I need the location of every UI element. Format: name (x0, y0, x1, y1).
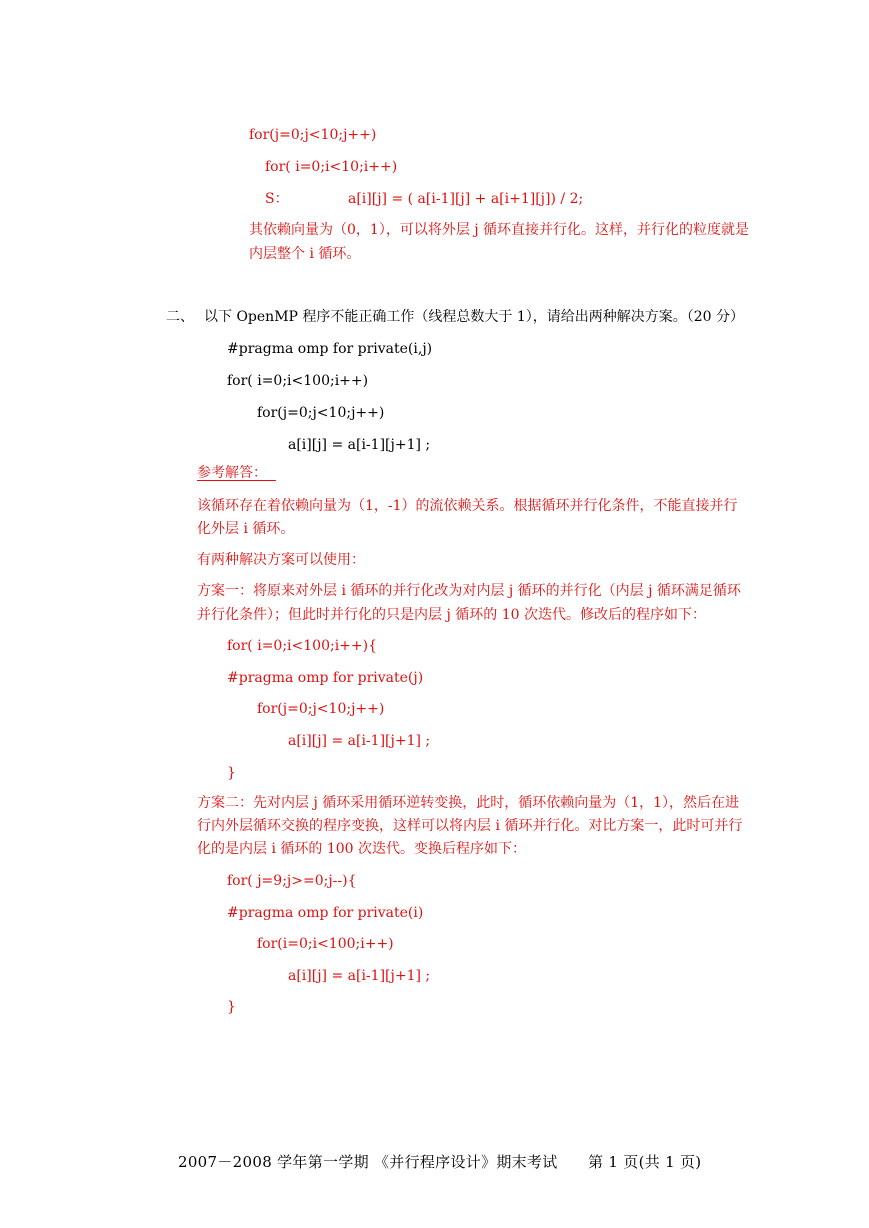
plan1-code-close-brace: } (227, 765, 236, 781)
plan2-code-inner-loop: for(i=0;i<100;i++) (257, 936, 394, 952)
plan2-code-outer-loop: for( j=9;j>=0;j--){ (227, 873, 357, 889)
plan1-text-line-2: 并行化条件）；但此时并行化的只是内层 j 循环的 10 次迭代。修改后的程序如下： (197, 607, 706, 623)
plan1-text-line-1: 方案一：将原来对外层 i 循环的并行化改为对内层 j 循环的并行化（内层 j 循环满足循环 (197, 583, 741, 599)
prev-explanation-line-1: 其依赖向量为（0，1），可以将外层 j 循环直接并行化。这样，并行化的粒度就是 (249, 222, 750, 238)
page-footer: 2007－2008 学年第一学期 《并行程序设计》期末考试 第 1 页(共 1 页) (178, 1153, 702, 1171)
prev-stmt-label: S： (265, 191, 289, 207)
prev-explanation-line-2: 内层整个 i 循环。 (249, 246, 361, 262)
prev-code-outer-loop: for(j=0;j<10;j++) (249, 127, 377, 143)
answer-intro: 有两种解决方案可以使用： (197, 552, 365, 568)
question-code-inner-loop: for(j=0;j<10;j++) (257, 405, 385, 421)
plan1-code-statement: a[i][j] = a[i-1][j+1] ; (288, 733, 431, 749)
plan1-code-inner-loop: for(j=0;j<10;j++) (257, 701, 385, 717)
plan2-text-line-2: 行内外层循环交换的程序变换，这样可以将内层 i 循环并行化。对比方案一，此时可并行 (197, 818, 743, 834)
prev-stmt-code: a[i][j] = ( a[i-1][j] + a[i+1][j]) / 2; (348, 191, 584, 207)
plan1-code-pragma: #pragma omp for private(j) (227, 670, 424, 686)
answer-heading: 参考解答： (197, 465, 267, 481)
plan1-code-outer-loop: for( i=0;i<100;i++){ (227, 638, 378, 654)
plan2-code-statement: a[i][j] = a[i-1][j+1] ; (288, 968, 431, 984)
answer-analysis-line-2: 化外层 i 循环。 (197, 521, 295, 537)
plan2-code-close-brace: } (227, 999, 236, 1015)
question-code-outer-loop: for( i=0;i<100;i++) (227, 373, 369, 389)
plan2-text-line-1: 方案二：先对内层 j 循环采用循环逆转变换，此时，循环依赖向量为（1，1），然后在进 (197, 795, 740, 811)
question-text: 以下 OpenMP 程序不能正确工作（线程总数大于 1），请给出两种解决方案。（20 分） (204, 309, 745, 325)
answer-analysis-line-1: 该循环存在着依赖向量为（1，-1）的流依赖关系。根据循环并行化条件，不能直接并行 (197, 498, 738, 514)
plan2-code-pragma: #pragma omp for private(i) (227, 905, 424, 921)
prev-code-inner-loop: for( i=0;i<10;i++) (265, 159, 398, 175)
question-number: 二、 (166, 309, 194, 325)
question-code-statement: a[i][j] = a[i-1][j+1] ; (288, 437, 431, 453)
question-code-pragma: #pragma omp for private(i,j) (227, 341, 433, 357)
plan2-text-line-3: 化的是内层 i 循环的 100 次迭代。变换后程序如下： (197, 841, 526, 857)
